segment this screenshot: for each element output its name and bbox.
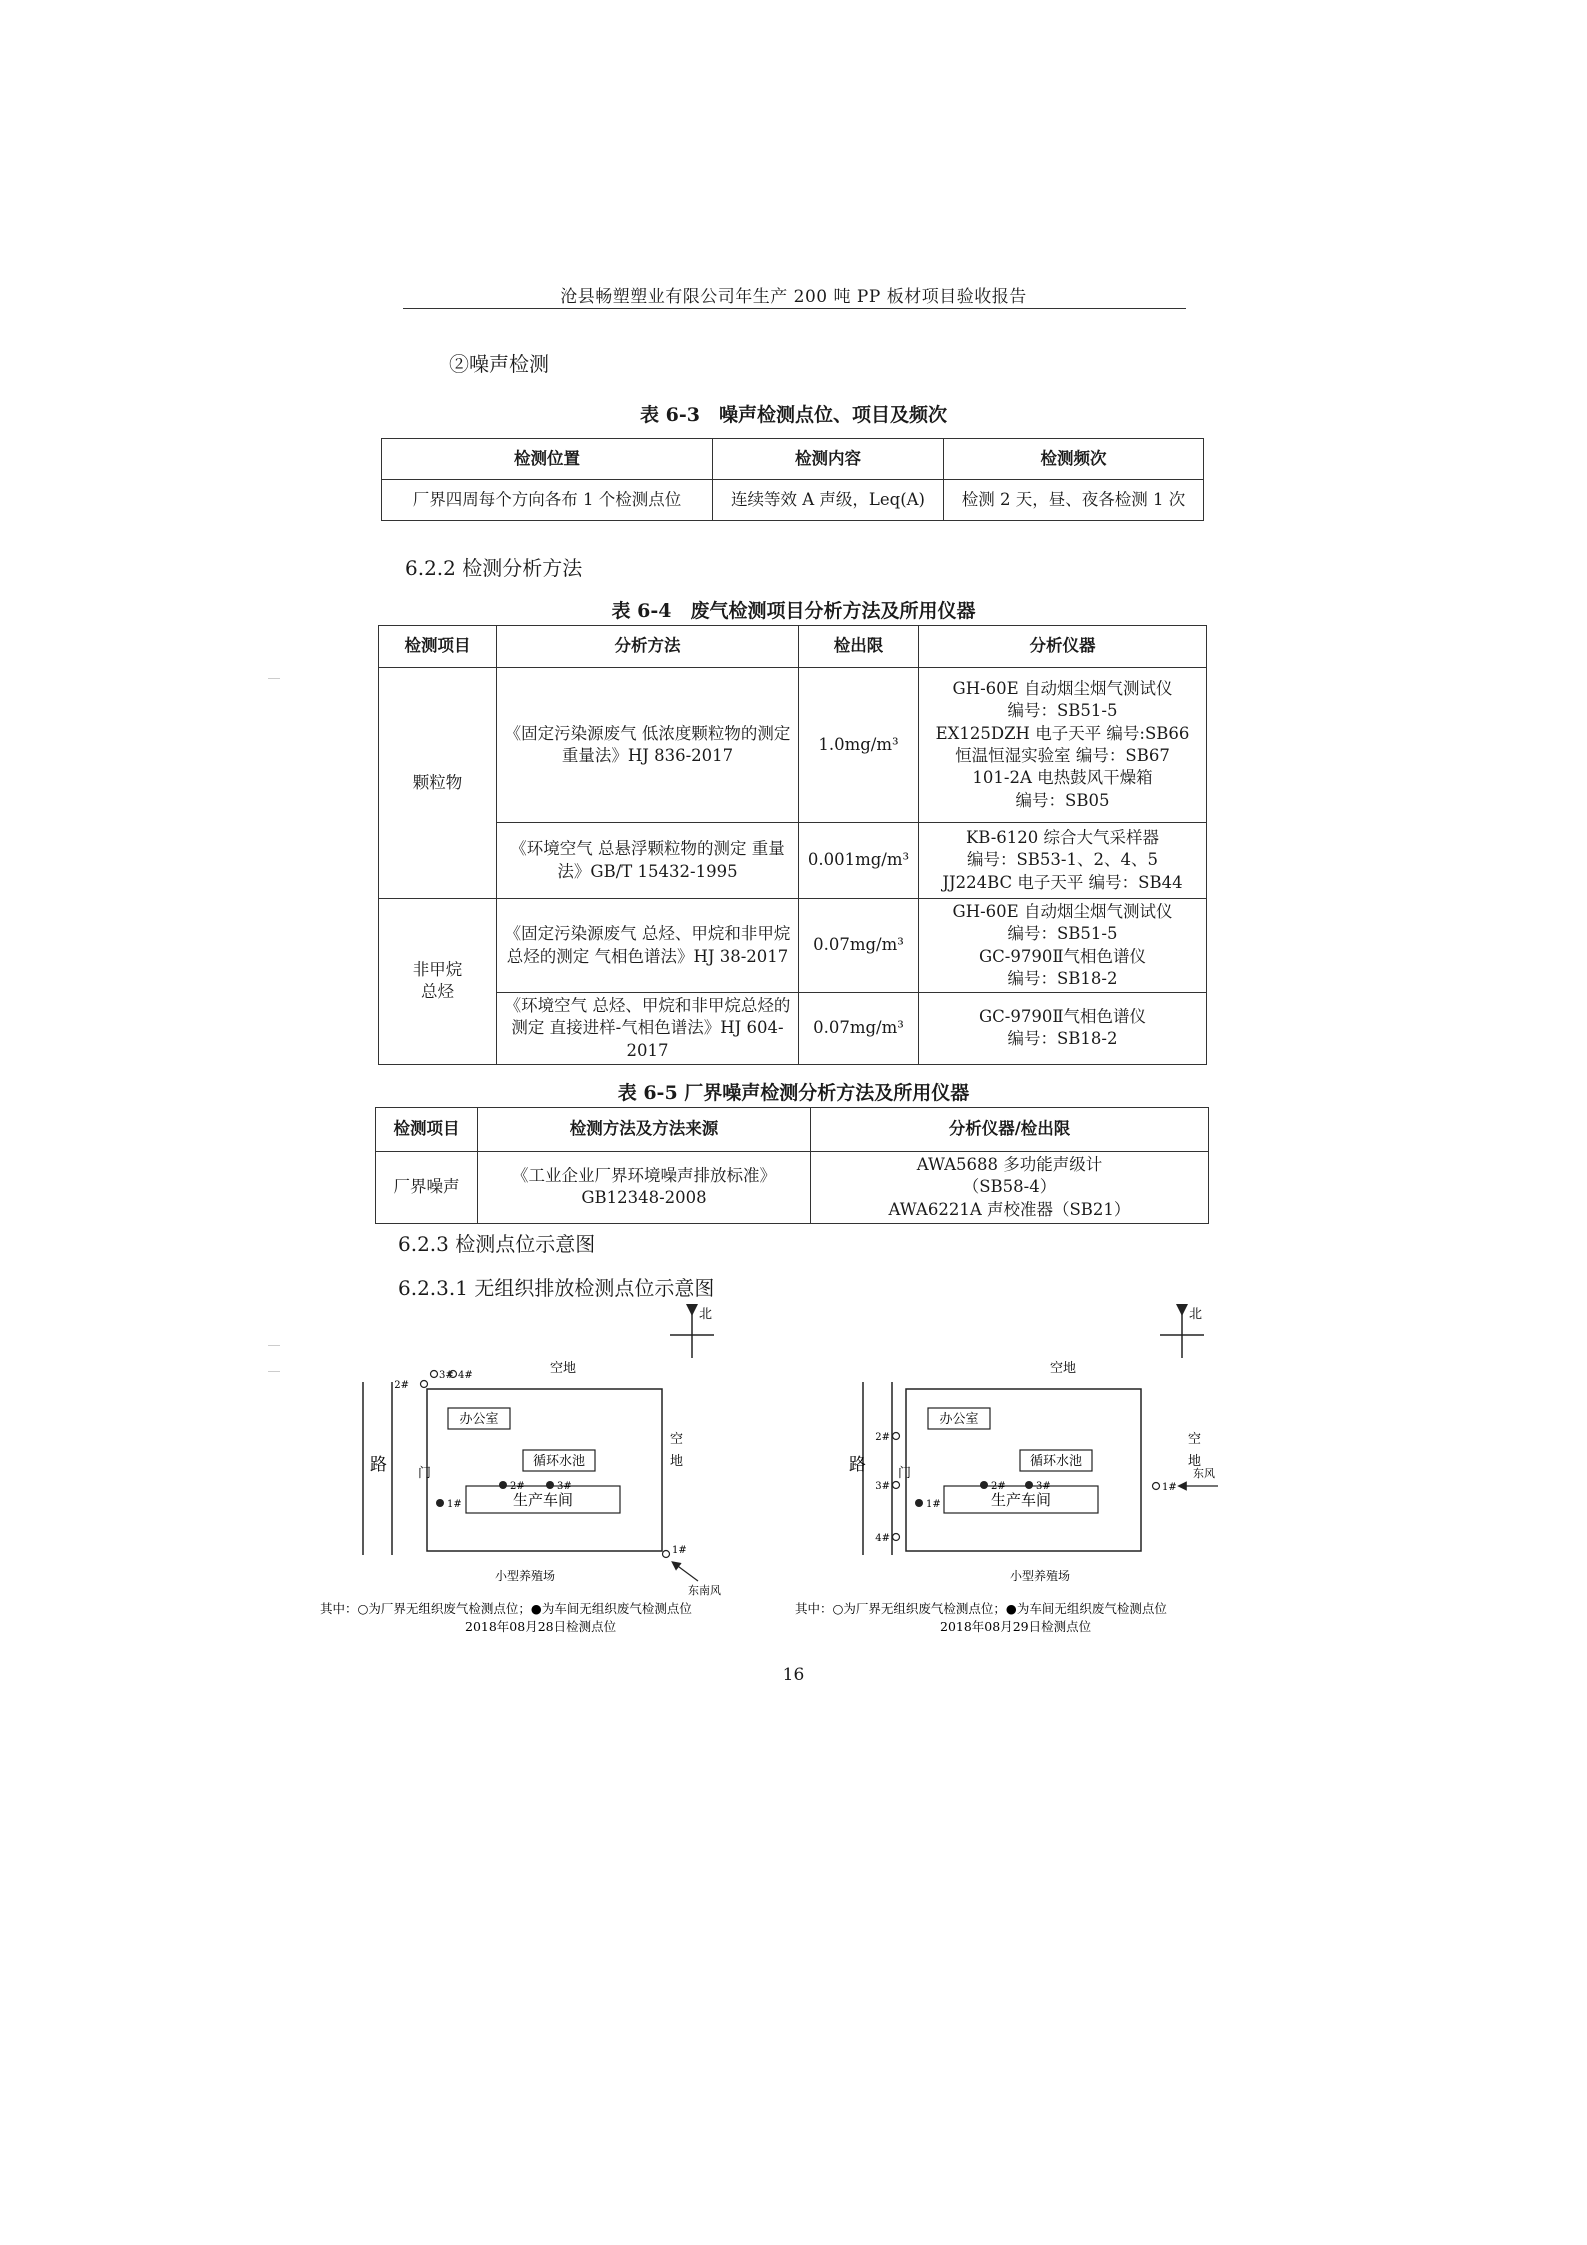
- table-6-5-caption: 表 6-5 厂界噪声检测分析方法及所用仪器: [617, 1082, 970, 1104]
- method-cell: 《固定污染源废气 总烃、甲烷和非甲烷总烃的测定 气相色谱法》HJ 38-2017: [497, 899, 799, 993]
- filled-point-2: 2#: [510, 1481, 525, 1492]
- road-label: 路: [849, 1455, 866, 1475]
- header-cell: 分析仪器/检出限: [811, 1108, 1209, 1152]
- instrument-line: AWA5688 多功能声级计: [916, 1155, 1103, 1174]
- limit-cell: 0.001mg/m³: [799, 823, 919, 899]
- header-rule: [403, 308, 1186, 309]
- wind-label: 东南风: [688, 1584, 721, 1597]
- method-cell: 《固定污染源废气 低浓度颗粒物的测定 重量法》HJ 836-2017: [497, 668, 799, 823]
- filled-point-1: 1#: [926, 1499, 941, 1510]
- header-cell: 分析方法: [497, 626, 799, 668]
- table-cell: 厂界四周每个方向各布 1 个检测点位: [382, 480, 713, 521]
- instrument-line: GH-60E 自动烟尘烟气测试仪: [952, 902, 1173, 921]
- instrument-line: EX125DZH 电子天平 编号:SB66: [935, 723, 1190, 743]
- table-6-3: [381, 438, 1204, 521]
- filled-point-2: 2#: [991, 1481, 1006, 1492]
- instrument-line: KB-6120 综合大气采样器: [965, 828, 1160, 848]
- gate-label: 门: [418, 1466, 432, 1481]
- instrument-line: （SB58-4）: [962, 1177, 1057, 1197]
- workshop-label: 生产车间: [512, 1491, 574, 1509]
- open-point-2: 2#: [875, 1432, 890, 1443]
- road-label: 路: [370, 1455, 387, 1475]
- farm-label: 小型养殖场: [1010, 1569, 1071, 1583]
- empty-land-east: 空地: [670, 1432, 684, 1469]
- office-label: 办公室: [939, 1412, 979, 1427]
- section-6-2-3: 6.2.3 检测点位示意图: [398, 1232, 596, 1256]
- legend-text: 其中：○为厂界无组织废气检测点位；●为车间无组织废气检测点位: [320, 1601, 692, 1616]
- instrument-line: 编号：SB18-2: [1007, 968, 1118, 988]
- page-number: 16: [782, 1665, 805, 1685]
- margin-mark: [268, 1371, 280, 1372]
- instrument-line: JJ224BC 电子天平 编号：SB44: [942, 872, 1183, 892]
- instrument-line: GC-9790Ⅱ气相色谱仪: [978, 1007, 1147, 1027]
- table-6-3-caption: 表 6-3 噪声检测点位、项目及频次: [640, 404, 947, 426]
- date-label: 2018年08月28日检测点位: [465, 1619, 617, 1634]
- header-cell: 检测项目: [379, 626, 497, 668]
- noise-heading: ②噪声检测: [449, 352, 549, 376]
- limit-cell: 0.07mg/m³: [799, 899, 919, 993]
- open-point-1: 1#: [1162, 1482, 1177, 1493]
- office-label: 办公室: [459, 1412, 499, 1427]
- map-left: [320, 1307, 721, 1634]
- limit-cell: 0.07mg/m³: [799, 993, 919, 1065]
- map-right: [795, 1307, 1218, 1634]
- instrument-cell: [919, 823, 1207, 899]
- date-label: 2018年08月29日检测点位: [940, 1619, 1092, 1634]
- empty-land-east: 空地: [1188, 1432, 1202, 1469]
- instrument-line: AWA6221A 声校准器（SB21）: [888, 1199, 1131, 1219]
- table-cell: 检测 2 天，昼、夜各检测 1 次: [944, 480, 1204, 521]
- margin-mark: [268, 678, 280, 679]
- instrument-cell: [919, 899, 1207, 993]
- open-point-3: 3#: [439, 1370, 454, 1381]
- method-cell: 《工业企业厂界环境噪声排放标准》GB12348-2008: [478, 1152, 811, 1224]
- instrument-line: GC-9790Ⅱ气相色谱仪: [978, 946, 1147, 966]
- instrument-cell: [811, 1152, 1209, 1224]
- legend-text: 其中：○为厂界无组织废气检测点位；●为车间无组织废气检测点位: [795, 1601, 1167, 1616]
- open-point-4: 4#: [458, 1370, 473, 1381]
- header-cell: 检测方法及方法来源: [478, 1108, 811, 1152]
- method-cell: 《环境空气 总烃、甲烷和非甲烷总烃的测定 直接进样-气相色谱法》HJ 604-2017: [497, 993, 799, 1065]
- section-6-2-3-1: 6.2.3.1 无组织排放检测点位示意图: [398, 1276, 715, 1300]
- item-cell: 非甲烷总烃: [379, 899, 497, 1065]
- instrument-cell: [919, 668, 1207, 823]
- header-cell: 分析仪器: [919, 626, 1207, 668]
- instrument-line: 恒温恒湿实验室 编号：SB67: [955, 746, 1170, 765]
- gate-label: 门: [898, 1466, 912, 1481]
- farm-label: 小型养殖场: [495, 1569, 556, 1583]
- pool-label: 循环水池: [1029, 1454, 1083, 1469]
- open-point-4: 4#: [875, 1533, 890, 1544]
- margin-mark: [268, 1345, 280, 1346]
- header-cell: 检测内容: [713, 439, 944, 480]
- open-point-1: 1#: [672, 1545, 687, 1556]
- item-cell: 厂界噪声: [376, 1152, 478, 1224]
- instrument-line: 编号：SB51-5: [1007, 701, 1118, 721]
- filled-point-3: 3#: [557, 1481, 572, 1492]
- section-6-2-2: 6.2.2 检测分析方法: [405, 556, 583, 580]
- instrument-line: 101-2A 电热鼓风干燥箱: [972, 768, 1153, 788]
- instrument-line: 编号：SB18-2: [1007, 1029, 1118, 1049]
- site-maps: [300, 1300, 1290, 1645]
- table-cell: 连续等效 A 声级，Leq(A): [713, 480, 944, 521]
- instrument-cell: [919, 993, 1207, 1065]
- open-point-2: 2#: [394, 1380, 409, 1391]
- item-cell: 颗粒物: [379, 668, 497, 899]
- header-cell: 检测频次: [944, 439, 1204, 480]
- method-cell: 《环境空气 总悬浮颗粒物的测定 重量法》GB/T 15432-1995: [497, 823, 799, 899]
- table-6-4-caption: 表 6-4 废气检测项目分析方法及所用仪器: [611, 600, 976, 622]
- filled-point-1: 1#: [447, 1499, 462, 1510]
- header-cell: 检出限: [799, 626, 919, 668]
- instrument-line: 编号：SB05: [1015, 790, 1110, 810]
- north-label: 北: [699, 1307, 713, 1322]
- table-6-5: [375, 1107, 1209, 1224]
- header-cell: 检测项目: [376, 1108, 478, 1152]
- instrument-line: 编号：SB53-1、2、4、5: [967, 850, 1158, 870]
- empty-land-label: 空地: [550, 1361, 577, 1376]
- table-6-4: [378, 625, 1207, 1065]
- filled-point-3: 3#: [1036, 1481, 1051, 1492]
- empty-land-label: 空地: [1050, 1361, 1077, 1376]
- running-header: 沧县畅塑塑业有限公司年生产 200 吨 PP 板材项目验收报告: [560, 287, 1027, 307]
- limit-cell: 1.0mg/m³: [799, 668, 919, 823]
- header-cell: 检测位置: [382, 439, 713, 480]
- north-label: 北: [1189, 1307, 1203, 1322]
- instrument-line: 编号：SB51-5: [1007, 924, 1118, 944]
- workshop-label: 生产车间: [990, 1491, 1052, 1509]
- pool-label: 循环水池: [532, 1454, 586, 1469]
- wind-label: 东风: [1193, 1467, 1215, 1480]
- open-point-3: 3#: [875, 1481, 890, 1492]
- instrument-line: GH-60E 自动烟尘烟气测试仪: [952, 679, 1173, 699]
